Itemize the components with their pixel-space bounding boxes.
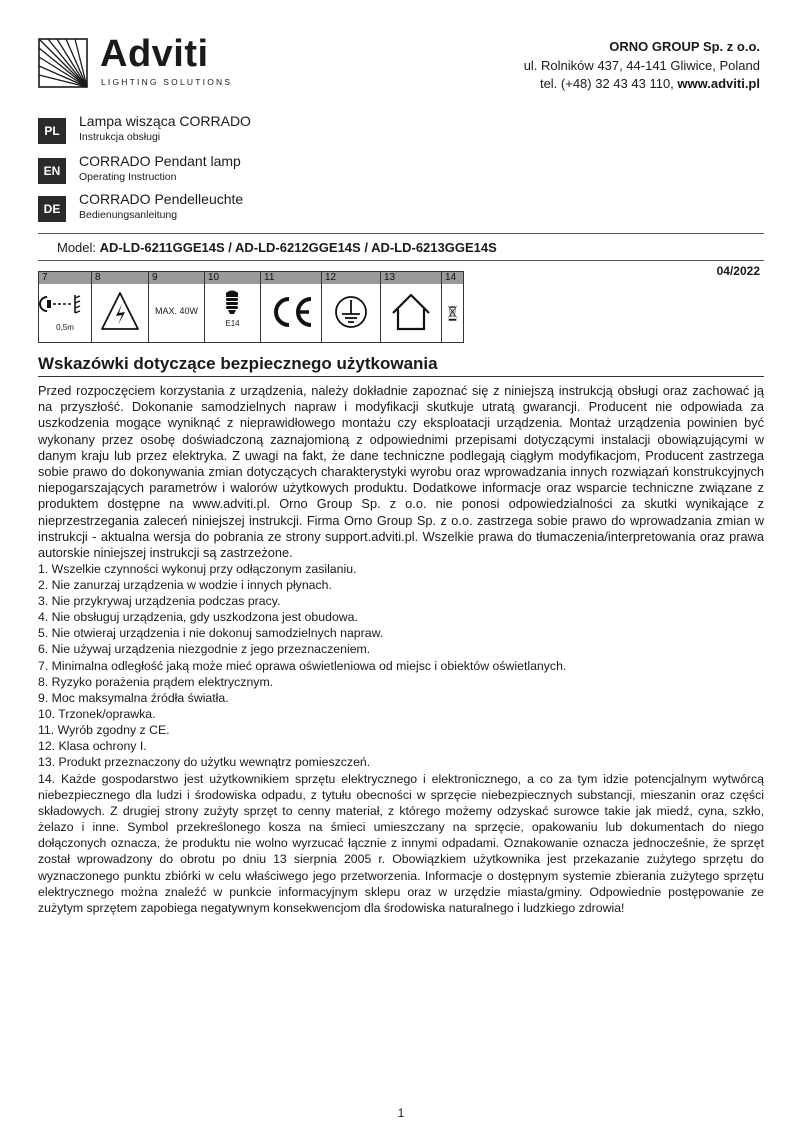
company-contact [524,75,760,94]
symbol-number: 11 [261,272,321,284]
list-item: 2. Nie zanurzaj urządzenia w wodzie i innych płynach. [38,578,332,593]
model-line [57,240,497,255]
symbol-cell-10 [205,272,261,342]
model-label: Model: [57,240,97,255]
symbol-number: 9 [149,272,204,284]
symbol-number: 10 [205,272,260,284]
rays-box-logo-icon [38,38,88,88]
symbol-cell-9 [149,272,205,342]
symbol-cell-12 [322,272,381,342]
bulb-socket-icon [205,285,260,342]
company-address: ul. Rolników 437, 44-141 Gliwice, Poland [523,57,760,73]
symbols-table [38,271,464,343]
divider [38,233,764,234]
model-values: AD-LD-6211GGE14S / AD-LD-6212GGE14S / AD-LD-6213GGE14S [99,240,497,255]
indoor-use-icon [381,285,441,342]
language-code: DE [38,196,66,222]
symbol-label: E14 [225,319,240,328]
intro-paragraph: Przed rozpoczęciem korzystania z urządzenia, należy dokładnie zapoznać się z niniejszą instrukcją obsługi oraz zachować ją na przyszłość. Dokonanie samodzielnych napraw i modyfikacji skutkuje utratą gwarancji. Producent nie odpowiada za uszkodzenia mogące wyniknąć z nieprawidłowego montażu czy eksploatacji urządzenia. Montaż urządzenia powinien być wykonany przez osobę doświadczoną zaznajomioną z odpowiednimi przepisami dotyczącymi instalacji obowiązującymi w danym kraju lub przez elektryka. Z uwagi na fakt, że dane techniczne podlegają ciągłym modyfikacjom, Producent zastrzega sobie prawo do dokonywania zmian dotyczących charakterystyki wyrobu oraz wprowadzania innych rozwiązań konstrukcyjnych niepogarszających parametrów i walorów użytkowych produktu. Dodatkowe informacje oraz wsparcie techniczne związane z produktem dostępne na www.adviti.pl. Orno Group Sp. z o.o. nie ponosi odpowiedzialności za skutki wynikające z nieprzestrzegania zaleceń niniejszej instrukcji. Firma Orno Group Sp. z o.o. zastrzega sobie prawo do wprowadzania zmian w instrukcji - aktualna wersja do pobrania ze strony support.adviti.pl. Wszelkie prawa do tłumaczenia/interpretowania oraz prawa autorskie niniejszej instrukcji są zastrzeżone. [38,383,764,561]
brand-tagline: LIGHTING SOLUTIONS [101,77,233,87]
weee-paragraph: 14. Każde gospodarstwo jest użytkownikiem sprzętu elektrycznego i elektronicznego, a co za tym idzie potencjalnym wytwórcą niebezpiecznego dla ludzi i środowiska odpadu, z tytułu obecności w sprzęcie niebezpiecznych substancji, mieszanin oraz części składowych. Z drugiej strony zużyty sprzęt to cenny materiał, z którego możemy odzyskać surowce takie jak miedź, cyna, szkło, żelazo i inne. Symbol przekreślonego kosza na śmieci umieszczany na sprzęcie, opakowaniu lub dokumentach do niego dołączonych oznacza, że produktu nie wolno wyrzucać łącznie z innymi odpadami. Oznakowanie oznacza jednocześnie, że sprzęt został wprowadzony do obrotu po dniu 13 sierpnia 2005 r. Obowiązkiem użytkownika jest przekazanie zużytego sprzętu do wyznaczonego punktu zbiórki w celu właściwego jego przetworzenia. Informacje o dostępnym systemie zbierania zużytego sprzętu elektrycznego można znaleźć w punkcie informacyjnym sklepu oraz w urzędzie miasta/gminy. Odpowiednie postępowanie ze zużytym sprzętem zapobiega negatywnym konsekwencjom dla środowiska naturalnego i ludzkiego zdrowia! [38,772,764,915]
list-item: 10. Trzonek/oprawka. [38,706,156,721]
symbol-cell-13 [381,272,442,342]
list-item: 8. Ryzyko porażenia prądem elektrycznym. [38,674,274,689]
list-item: 9. Moc maksymalna źródła światła. [38,690,229,705]
symbol-cell-7 [39,272,92,342]
symbol-label: 0,5m [56,323,74,332]
symbol-cell-14 [442,272,463,342]
protective-earth-icon [322,285,380,342]
language-code: EN [38,158,66,184]
language-subtitle: Instrukcja obsługi [79,131,161,143]
list-item: 13. Produkt przeznaczony do użytku wewnątrz pomieszczeń. [38,755,371,770]
document-date: 04/2022 [716,264,760,278]
list-item: 4. Nie obsługuj urządzenia, gdy uszkodzona jest obudowa. [38,610,358,625]
language-subtitle: Bedienungsanleitung [79,209,178,221]
language-title: Lampa wisząca CORRADO [79,113,251,129]
list-item: 5. Nie otwieraj urządzenia i nie dokonuj samodzielnych napraw. [38,626,384,641]
symbol-cell-11 [261,272,322,342]
language-title: CORRADO Pendelleuchte [79,191,244,207]
list-item: 1. Wszelkie czynności wykonuj przy odłączonym zasilaniu. [38,562,357,576]
list-item: 7. Minimalna odległość jaką może mieć oprawa oświetleniowa od miejsc i obiektów oświetlanych. [38,658,567,673]
max-power-icon: MAX. 40W [154,306,198,316]
brand-name: Adviti [100,33,209,75]
safety-list [38,561,764,770]
company-info [524,38,760,94]
symbol-number: 14 [442,272,463,284]
list-item: 3. Nie przykrywaj urządzenia podczas pracy. [38,594,281,609]
company-name: ORNO GROUP Sp. z o.o. [609,39,760,54]
divider [38,376,764,377]
company-phone: tel. (+48) 32 43 43 110, [539,76,674,91]
symbol-cell-8 [92,272,149,342]
language-title: CORRADO Pendant lamp [79,153,241,169]
page-number: 1 [397,1106,405,1120]
symbol-number: 12 [322,272,380,284]
language-subtitle: Operating Instruction [79,171,177,183]
symbol-number: 13 [381,272,441,284]
symbol-number: 7 [39,272,91,284]
list-item: 12. Klasa ochrony I. [38,739,147,754]
divider [38,260,764,261]
electric-shock-warning-icon [92,285,148,342]
section-title: Wskazówki dotyczące bezpiecznego użytkowania [38,354,438,373]
language-code: PL [38,118,66,144]
list-item: 6. Nie używaj urządzenia niezgodnie z jego przeznaczeniem. [38,642,371,657]
ce-mark-icon [261,285,321,342]
company-website[interactable]: www.adviti.pl [677,76,760,91]
weee-crossed-bin-icon [442,285,463,342]
list-item: 11. Wyrób zgodny z CE. [38,722,170,737]
symbol-number: 8 [92,272,148,284]
distance-icon [39,285,91,342]
